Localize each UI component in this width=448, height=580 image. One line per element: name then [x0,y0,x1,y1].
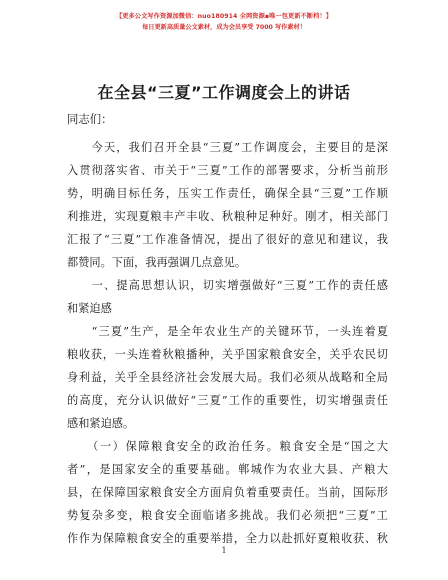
text-line: 一、提高思想认识，切实增强做好“三夏”工作的责任感 [67,279,388,292]
text-line: （一）保障粮食安全的政治任务。粮食安全是“国之大 [67,440,388,453]
text-line: “三夏”生产，是全年农业生产的关键环节，一头连着夏 [67,325,388,338]
text-line: 粮收获，一头连着秋粮播种，关乎国家粮食安全，关乎农民切 [67,348,388,361]
paragraph-intro [67,136,388,274]
text-line: 入贯彻落实省、市关于“三夏”工作的部署要求，分析当前形 [67,164,388,177]
promo-banner-line1: 【更多公文写作资源加微信：nuo180914 全网资源▪唯一包更新不断档！】 [115,13,333,20]
document-title: 在全县“三夏”工作调度会上的讲话 [97,83,351,102]
page-number: 1 [221,546,227,555]
text-line: 利推进，实现夏粮丰产丰收、秋粮种足种好。刚才，相关部门 [67,210,388,223]
text-line: 势，明确目标任务，压实工作责任，确保全县“三夏”工作顺 [67,187,388,200]
text-line: 作作为保障粮食安全的重要举措，全力以赴抓好夏粮收获、秋 [67,532,388,545]
salutation: 同志们： [67,112,113,126]
text-line: 都赞同。下面，我再强调几点意见。 [67,256,247,269]
text-line: 和紧迫感 [67,302,112,315]
paragraph-food-security [67,435,388,550]
text-line: 汇报了“三夏”工作准备情况，提出了很好的意见和建议，我 [67,233,388,246]
text-line: 今天，我们召开全县“三夏”工作调度会，主要目的是深 [67,141,388,154]
text-line: 身利益，关乎全县经济社会发展大局。我们必须从战略和全局 [67,371,388,384]
paragraph-sanxia-importance [67,320,388,435]
text-line: 县，在保障国家粮食安全方面肩负着重要责任。当前，国际形 [67,486,388,499]
text-line: 者”，是国家安全的重要基础。郸城作为农业大县、产粮大 [67,463,388,476]
text-line: 势复杂多变，粮食安全面临诸多挑战。我们必须把“三夏”工 [67,509,388,522]
promo-banner-line2: 每日更新高质量公文素材，成为会员享受 7000 写作素材！ [142,24,306,31]
text-line: 感和紧迫感。 [67,417,135,430]
text-line: 的高度，充分认识做好“三夏”工作的重要性，切实增强责任 [67,394,388,407]
section-heading-one [67,274,388,320]
